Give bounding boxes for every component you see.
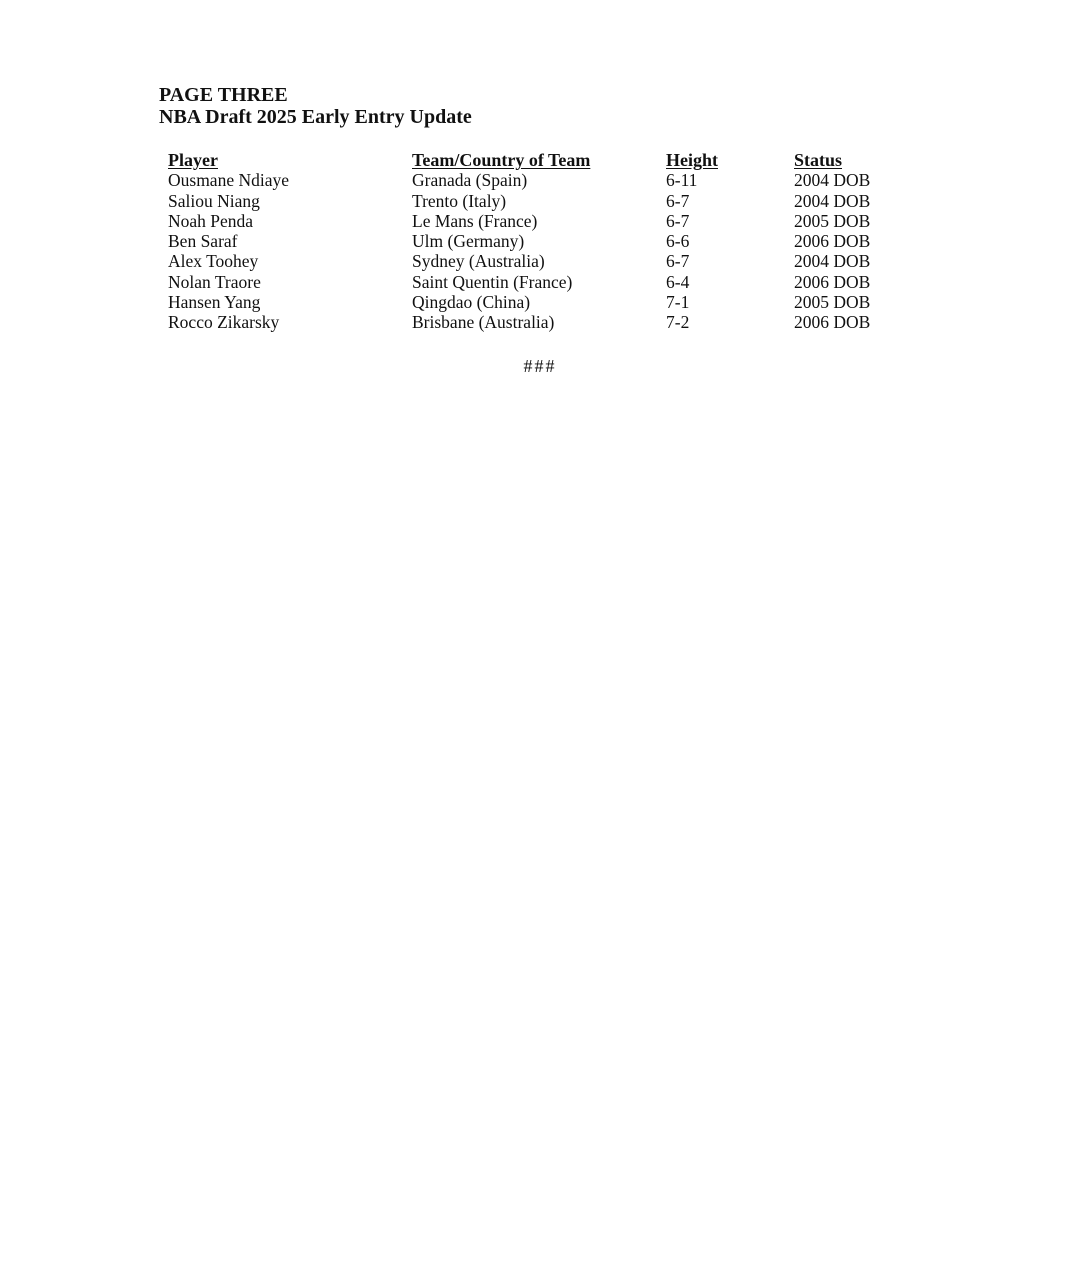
player-team: Ulm (Germany)	[412, 231, 525, 252]
table-row	[168, 170, 928, 190]
header-status: Status	[794, 150, 843, 170]
table-row	[168, 292, 928, 312]
player-team: Trento (Italy)	[412, 190, 507, 211]
table-row	[168, 191, 928, 211]
player-height: 6-4	[666, 271, 690, 292]
document-header	[159, 84, 472, 128]
header-team: Team/Country of Team	[412, 150, 591, 170]
player-status: 2006 DOB	[794, 231, 871, 252]
early-entry-table	[168, 150, 928, 333]
player-team: Sydney (Australia)	[412, 251, 545, 272]
player-status: 2004 DOB	[794, 170, 871, 191]
player-height: 6-6	[666, 231, 690, 252]
player-height: 6-7	[666, 251, 690, 272]
player-team: Saint Quentin (France)	[412, 271, 573, 292]
player-status: 2006 DOB	[794, 271, 871, 292]
page-label: PAGE THREE	[159, 84, 288, 106]
player-status: 2004 DOB	[794, 251, 871, 272]
table-row	[168, 272, 928, 292]
player-name: Hansen Yang	[168, 292, 261, 313]
player-name: Alex Toohey	[168, 251, 259, 272]
end-of-document-mark: ###	[523, 356, 557, 376]
player-status: 2006 DOB	[794, 312, 871, 333]
document-title: NBA Draft 2025 Early Entry Update	[159, 106, 472, 128]
player-name: Ousmane Ndiaye	[168, 170, 290, 191]
table-row	[168, 231, 928, 251]
player-team: Qingdao (China)	[412, 292, 531, 313]
player-name: Rocco Zikarsky	[168, 312, 280, 333]
player-height: 6-7	[666, 190, 690, 211]
header-player: Player	[168, 150, 218, 170]
table-row	[168, 251, 928, 271]
player-status: 2005 DOB	[794, 210, 871, 231]
table-row	[168, 211, 928, 231]
player-height: 6-7	[666, 210, 690, 231]
table-row	[168, 312, 928, 332]
player-name: Nolan Traore	[168, 271, 261, 292]
player-team: Brisbane (Australia)	[412, 312, 555, 333]
player-name: Saliou Niang	[168, 190, 260, 211]
player-team: Le Mans (France)	[412, 210, 538, 231]
player-height: 6-11	[666, 170, 698, 191]
player-height: 7-1	[666, 292, 690, 313]
table-header-row	[168, 150, 928, 170]
player-status: 2004 DOB	[794, 190, 871, 211]
player-team: Granada (Spain)	[412, 170, 528, 191]
player-height: 7-2	[666, 312, 690, 333]
player-name: Ben Saraf	[168, 231, 238, 252]
header-height: Height	[666, 150, 718, 170]
player-name: Noah Penda	[168, 210, 254, 231]
player-status: 2005 DOB	[794, 292, 871, 313]
